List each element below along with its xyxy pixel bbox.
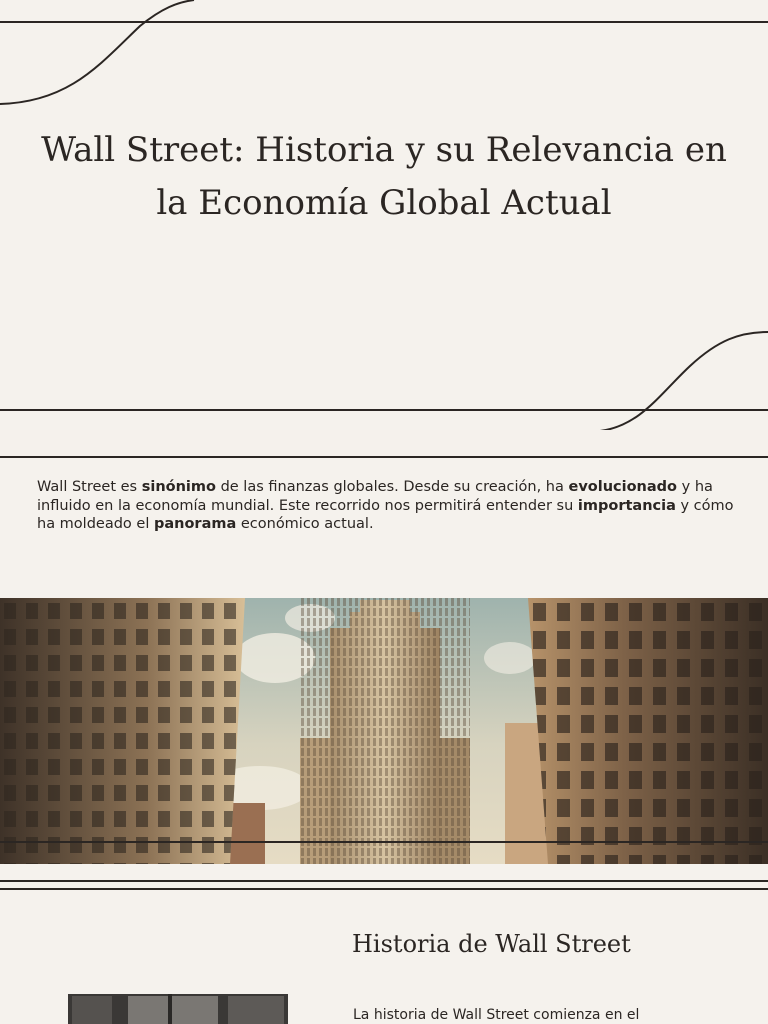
- skyscraper-illustration: [0, 598, 768, 864]
- intro-text-segment: de las finanzas globales. Desde su creación, ha: [215, 479, 569, 495]
- intro-keyword: evolucionado: [568, 479, 678, 495]
- intro-text-segment: y cómo ha moldeado el: [37, 497, 734, 532]
- history-slide: [0, 888, 768, 1024]
- intro-paragraph: [37, 478, 737, 534]
- intro-text-segment: económico actual.: [236, 516, 374, 532]
- intro-top-rule: [0, 456, 768, 458]
- office-photo: [68, 994, 288, 1024]
- top-rule: [0, 21, 768, 23]
- decorative-curve-bottom-right: [590, 326, 768, 430]
- intro-keyword: importancia: [577, 497, 676, 514]
- intro-keyword: sinónimo: [141, 479, 216, 495]
- history-top-rule: [0, 888, 768, 890]
- office-illustration: [68, 994, 288, 1024]
- skyscraper-street-photo: [0, 598, 768, 864]
- decorative-curve-top-left: [0, 0, 200, 110]
- section-title: Historia de Wall Street: [352, 930, 631, 958]
- presentation-title: Wall Street: Historia y su Relevancia en la Economía Global Actual: [41, 130, 727, 223]
- intro-text-segment: Wall Street es: [37, 479, 142, 495]
- section-body-text: La historia de Wall Street comienza en el: [353, 1007, 640, 1023]
- intro-slide: [0, 456, 768, 882]
- intro-bottom-rule: [0, 880, 768, 882]
- intro-text-segment: y ha influido en la economía mundial. Este recorrido nos permitirá entender su: [37, 479, 713, 514]
- title-slide: [0, 0, 768, 430]
- intro-keyword: panorama: [153, 516, 237, 532]
